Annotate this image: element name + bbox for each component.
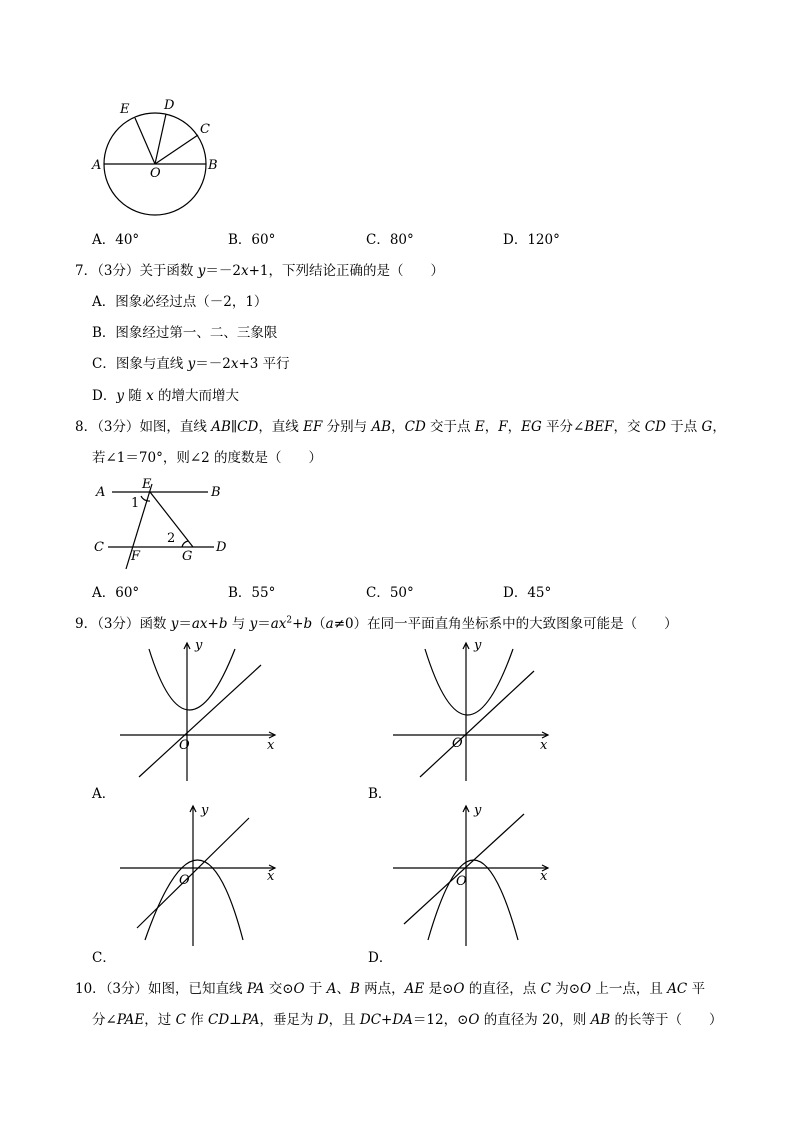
q10-var: DA — [392, 1012, 413, 1028]
graph-a[interactable] — [115, 635, 285, 785]
q9-var: y — [170, 616, 179, 632]
q7-stem — [75, 259, 444, 279]
q9-score: （3分） — [97, 616, 140, 632]
q9-stem — [75, 612, 678, 632]
origin-label: O — [179, 873, 190, 888]
q7-option-d[interactable] — [92, 384, 239, 404]
q8-text: 分别与 — [322, 419, 372, 435]
option-var: x — [146, 388, 154, 404]
origin-label: O — [456, 874, 467, 889]
q6-option-c[interactable]: C．80° — [366, 232, 414, 248]
line-graph — [420, 671, 534, 777]
q10-text: 于 — [304, 981, 327, 997]
option-text: D． — [92, 388, 117, 404]
q8-text: ， — [507, 419, 522, 435]
q10-text: 的长等于（ ） — [610, 1012, 723, 1028]
q6-option-d[interactable]: D．120° — [503, 232, 560, 248]
q9-var: b — [218, 616, 228, 632]
label-e: E — [142, 477, 152, 492]
q8-text: ，交 — [613, 419, 645, 435]
label-c: C — [200, 122, 210, 137]
label-b: B — [208, 158, 218, 173]
q8-score: （3分） — [97, 419, 140, 435]
y-label: y — [195, 638, 203, 653]
q10-text: 的直径为 20，则 — [479, 1012, 591, 1028]
circle-figure — [90, 95, 230, 215]
q10-text: 两点， — [359, 981, 405, 997]
x-label: x — [540, 869, 548, 884]
q10-var: DC — [359, 1012, 382, 1028]
radius-oc — [155, 135, 198, 164]
q8-stem-line1 — [75, 415, 726, 435]
q10-text: 如图，已知直线 — [148, 981, 247, 997]
q10-score: （3分） — [105, 981, 149, 997]
q9-var: ax — [270, 616, 287, 632]
q10-var: O — [580, 981, 592, 997]
q8-var: CD — [404, 419, 426, 435]
label-e: E — [120, 102, 130, 117]
option-text: 随 — [123, 388, 147, 404]
q10-var: B — [349, 981, 360, 997]
x-label: x — [267, 869, 275, 884]
q7-number: 7． — [75, 263, 98, 279]
option-var: x — [230, 356, 239, 372]
q10-text: 作 — [185, 1012, 208, 1028]
q8-var: G — [701, 419, 713, 435]
q9-var: y — [249, 616, 258, 632]
q9-var: a — [325, 616, 334, 632]
q10-text: 交⊙ — [264, 981, 294, 997]
option-var: y — [116, 388, 124, 404]
q10-var: A — [326, 981, 337, 997]
q8-text: ， — [391, 419, 405, 435]
q10-var: PAE — [116, 1012, 145, 1028]
radius-oe — [135, 118, 155, 164]
q10-stem-line2 — [92, 1008, 723, 1028]
q9-option-c[interactable]: C． — [92, 950, 116, 966]
q9-var: b — [303, 616, 313, 632]
label-1: 1 — [131, 496, 140, 511]
q10-var: D — [317, 1012, 329, 1028]
q8-text: ，直线 — [258, 419, 304, 435]
q9-option-a[interactable]: A． — [92, 786, 116, 802]
q9-text: 函数 — [139, 616, 171, 632]
graph-c[interactable] — [115, 800, 285, 950]
q10-text: ，垂足为 — [259, 1012, 318, 1028]
option-text: ＝－2 — [195, 356, 231, 372]
label-2: 2 — [167, 531, 176, 546]
origin-label: O — [179, 738, 190, 753]
q8-var: BEF — [584, 419, 614, 435]
q7-var: x — [240, 263, 249, 279]
q10-var: AB — [590, 1012, 611, 1028]
q7-option-c[interactable] — [92, 352, 290, 372]
q8-option-d[interactable]: D．45° — [503, 585, 552, 601]
q9-text: + — [207, 616, 219, 632]
label-a: A — [96, 485, 106, 500]
q9-text: ＝ — [178, 616, 192, 632]
y-label: y — [474, 638, 482, 653]
q9-text: 与 — [227, 616, 250, 632]
origin-label: O — [452, 736, 463, 751]
q7-text: ＝－2 — [205, 263, 241, 279]
q8-option-b[interactable]: B．55° — [228, 585, 276, 601]
label-d: D — [164, 98, 175, 113]
option-text: C．图象与直线 — [92, 356, 188, 372]
q7-option-a[interactable]: A．图象必经过点（－2，1） — [92, 294, 268, 310]
q8-text: 平分∠ — [541, 419, 585, 435]
q10-text: 、 — [336, 981, 350, 997]
q7-text: 关于函数 — [139, 263, 198, 279]
label-a: A — [92, 158, 102, 173]
angle-2-arc — [182, 541, 188, 547]
q8-text: 如图，直线 — [139, 419, 212, 435]
q8-option-c[interactable]: C．50° — [366, 585, 414, 601]
q10-number: 10． — [75, 981, 106, 997]
label-f: F — [131, 549, 141, 564]
q8-var: EF — [303, 419, 323, 435]
label-b: B — [211, 485, 221, 500]
q9-text: （ — [312, 616, 326, 632]
label-g: G — [182, 549, 193, 564]
q8-text: ， — [484, 419, 499, 435]
q9-number: 9． — [75, 616, 98, 632]
q10-var: O — [293, 981, 305, 997]
graph-d[interactable] — [388, 800, 558, 950]
q9-text: + — [292, 616, 304, 632]
q10-var: AC — [667, 981, 688, 997]
q10-var: C — [540, 981, 551, 997]
q8-var: E — [474, 419, 485, 435]
line-graph — [139, 665, 261, 777]
q8-option-a[interactable]: A．60° — [92, 585, 140, 601]
q7-option-b[interactable]: B．图象经过第一、二、三象限 — [92, 325, 278, 341]
q8-text: ∥ — [230, 419, 238, 435]
q7-score: （3分） — [97, 263, 140, 279]
q10-var: CD — [208, 1012, 230, 1028]
q8-text: 交于点 — [425, 419, 475, 435]
q10-var: O — [468, 1012, 480, 1028]
label-d: D — [216, 540, 227, 555]
q6-option-b[interactable]: B．60° — [228, 232, 276, 248]
q8-stem-line2: 若∠1＝70°，则∠2 的度数是（ ） — [92, 450, 323, 466]
q10-var: PA — [246, 981, 265, 997]
parabola — [428, 860, 518, 940]
q10-text: ，且 — [328, 1012, 360, 1028]
q8-var: AB — [371, 419, 392, 435]
q10-var: AE — [404, 981, 425, 997]
q10-text: ，过 — [144, 1012, 176, 1028]
option-var: y — [187, 356, 196, 372]
q10-var: O — [453, 981, 465, 997]
q9-exponent: 2 — [286, 615, 293, 626]
radius-od — [155, 114, 166, 164]
q8-text: 于点 — [665, 419, 702, 435]
q8-text: ， — [712, 419, 726, 435]
line-graph — [404, 814, 524, 924]
q7-var: y — [197, 263, 206, 279]
label-c: C — [94, 540, 104, 555]
q8-var: F — [498, 419, 508, 435]
q10-text: + — [381, 1012, 393, 1028]
q9-option-d[interactable]: D． — [368, 950, 393, 966]
q9-text: ≠0）在同一平面直角坐标系中的大致图象可能是（ ） — [333, 616, 678, 632]
q10-text: 上一点，且 — [591, 981, 668, 997]
x-label: x — [540, 738, 548, 753]
q6-option-a[interactable]: A．40° — [92, 232, 140, 248]
q10-text: 是⊙ — [424, 981, 454, 997]
q7-text: +1，下列结论正确的是（ ） — [248, 263, 444, 279]
q8-var: EG — [521, 419, 542, 435]
q8-var: AB — [211, 419, 231, 435]
q10-text: 分∠ — [92, 1012, 117, 1028]
q10-text: 的直径，点 — [464, 981, 541, 997]
label-o: O — [150, 166, 161, 181]
q10-stem-line1 — [75, 977, 705, 997]
parabola — [425, 649, 513, 715]
option-text: +3 平行 — [238, 356, 290, 372]
q10-text: ⊥ — [229, 1012, 242, 1028]
q10-text: 为⊙ — [550, 981, 581, 997]
q8-var: CD — [237, 419, 259, 435]
y-label: y — [474, 803, 482, 818]
q8-number: 8． — [75, 419, 98, 435]
q8-var: CD — [644, 419, 666, 435]
q10-text: ＝12，⊙ — [412, 1012, 469, 1028]
q10-var: C — [175, 1012, 186, 1028]
q9-var: ax — [191, 616, 208, 632]
q10-text: 平 — [687, 981, 706, 997]
graph-b[interactable] — [388, 635, 558, 785]
q10-var: PA — [241, 1012, 260, 1028]
x-label: x — [267, 738, 275, 753]
option-text: 的增大而增大 — [153, 388, 239, 404]
q9-option-b[interactable]: B． — [368, 786, 392, 802]
q9-text: ＝ — [257, 616, 271, 632]
parallel-lines-figure — [90, 474, 240, 574]
y-label: y — [201, 803, 209, 818]
